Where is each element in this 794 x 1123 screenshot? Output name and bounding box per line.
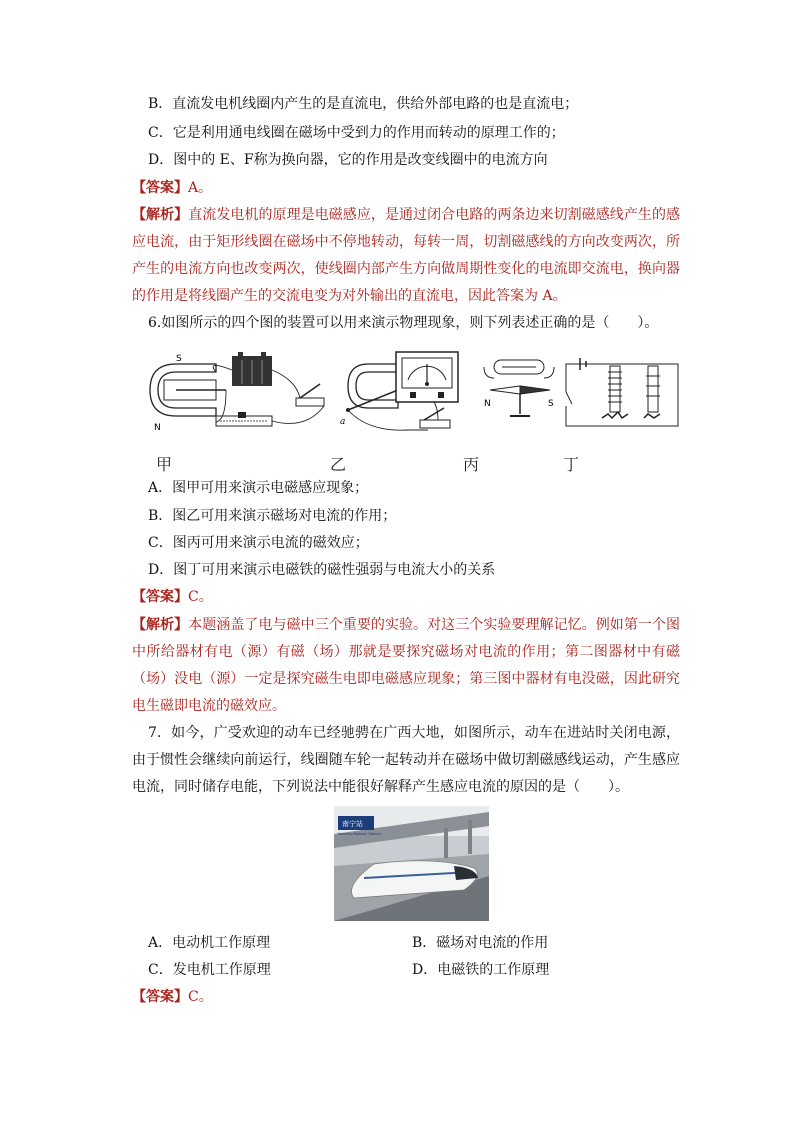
label-n: N <box>154 423 161 433</box>
q7-option-c: C．发电机工作原理 <box>148 962 271 978</box>
station-sign-cn: 南宁站 <box>342 820 363 828</box>
q5-analysis <box>132 202 680 310</box>
q6-option-c: C．图丙可用来演示电流的磁效应； <box>148 535 369 551</box>
label-a: a <box>340 417 346 427</box>
q6-option-a: A．图甲可用来演示电磁感应现象； <box>148 480 369 496</box>
analysis-text: 本题涵盖了电与磁中三个重要的实验。对这三个实验要理解记忆。例如第一个图中所给器材有电（源）有磁（场）那就是要探究磁场对电流的作用；第二图器材中有磁（场）没电（源）一定是探究磁生电即电磁感应现象；第三图中器材有电没磁，因此研究电生磁即电流的磁效应。 <box>132 617 681 714</box>
analysis-tag: 【解析】 <box>132 617 189 633</box>
answer-tag: 【答案】 <box>132 589 188 605</box>
q7-option-a: A．电动机工作原理 <box>148 935 271 951</box>
q7-question: 7．如今，广受欢迎的动车已经驰骋在广西大地，如图所示，动车在进站时关闭电源，由于惯性会继续向前运行，线圈随车轮一起转动并在磁场中做切割磁感线运动，产生感应电流，同时储存电能，下列说法中能很好解释产生感应电流的原因的是（ ）。 <box>132 725 680 795</box>
label-s: S <box>176 354 182 364</box>
q6-question: 6.如图所示的四个图的装置可以用来演示物理现象，则下列表述正确的是（ ）。 <box>148 315 659 331</box>
figure-bing-needle <box>480 356 560 422</box>
train-station-photo <box>334 806 489 921</box>
label-s2: S <box>548 399 554 409</box>
q7-option-b: B．磁场对电流的作用 <box>412 935 549 951</box>
figure-bing-galvanometer <box>392 350 464 408</box>
answer-value: A。 <box>188 180 213 196</box>
q6-answer <box>132 587 213 607</box>
q7-option-d: D．电磁铁的工作原理 <box>412 962 550 978</box>
answer-value: C。 <box>188 589 213 605</box>
q5-answer <box>132 178 212 198</box>
q6-option-d: D．图丁可用来演示电磁铁的磁性强弱与电流大小的关系 <box>148 562 496 578</box>
figure-label-ding: 丁 <box>563 455 580 474</box>
analysis-text: 直流发电机的原理是电磁感应，是通过闭合电路的两条边来切割磁感线产生的感应电流，由于矩形线圈在磁场中不停地转动，每转一周，切割磁感线的方向改变两次，所产生的电流方向也改变两次，使线圈内部产生方向做周期性变化的电流即交流电，换向器的作用是将线圈产生的交流电变为对外输出的直流电，因此答案为 A。 <box>132 207 681 304</box>
answer-tag: 【答案】 <box>132 989 188 1005</box>
analysis-tag: 【解析】 <box>132 207 189 223</box>
q7-answer <box>132 987 213 1007</box>
answer-value: C。 <box>188 989 213 1005</box>
figure-label-yi: 乙 <box>330 455 347 474</box>
figure-label-bing: 丙 <box>463 455 480 474</box>
label-n2: N <box>484 399 491 409</box>
figure-jia-apparatus <box>146 350 336 436</box>
answer-tag: 【答案】 <box>132 180 188 196</box>
figure-label-jia: 甲 <box>156 455 173 474</box>
figure-ding-electromagnets <box>560 352 684 432</box>
q5-option-d: D．图中的 E、F称为换向器，它的作用是改变线圈中的电流方向 <box>148 152 548 168</box>
q6-analysis <box>132 612 680 720</box>
station-sign-en: Nanning Railway Station <box>338 832 381 836</box>
q5-option-c: C．它是利用通电线圈在磁场中受到力的作用而转动的原理工作的； <box>148 125 565 141</box>
q5-option-b: B．直流发电机线圈内产生的是直流电，供给外部电路的也是直流电； <box>148 96 579 112</box>
q6-option-b: B．图乙可用来演示磁场对电流的作用； <box>148 508 397 524</box>
